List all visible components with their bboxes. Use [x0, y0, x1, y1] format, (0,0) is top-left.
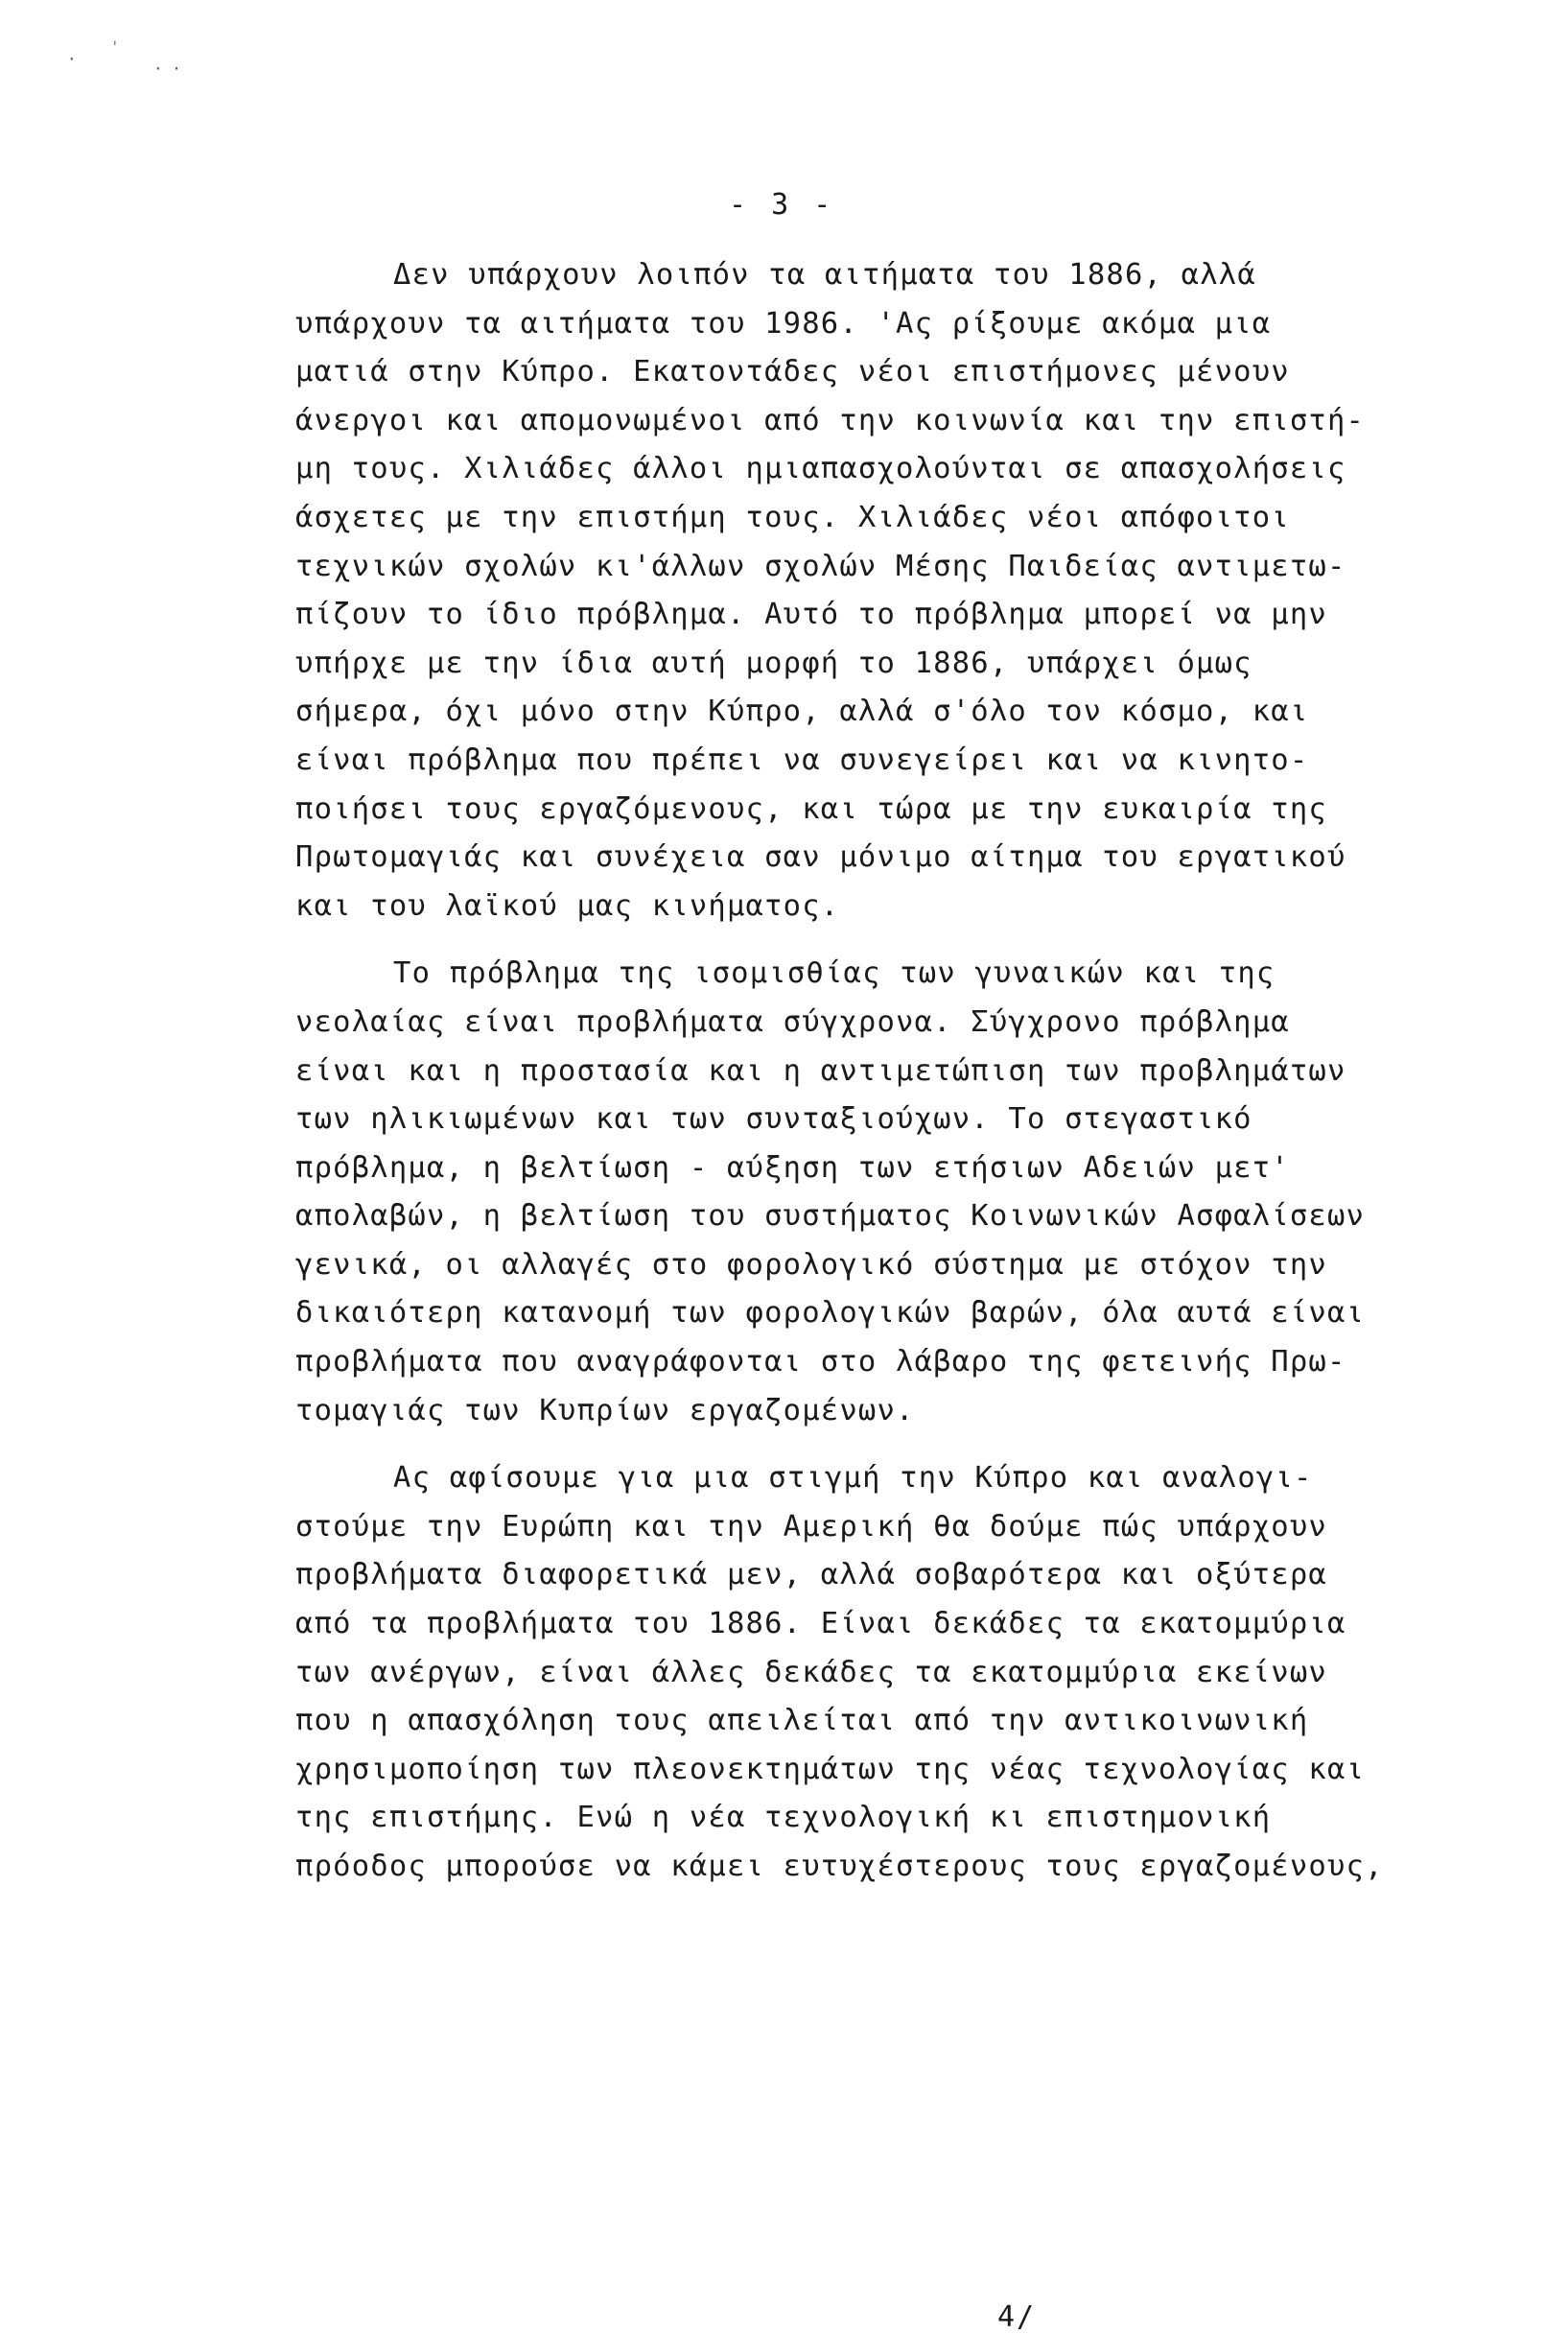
text-line: Πρωτομαγιάς και συνέχεια σαν μόνιμο αίτημα του εργατικού — [295, 840, 1346, 875]
text-line: στούμε την Ευρώπη και την Αμερική θα δούμε πώς υπάρχουν — [295, 1509, 1327, 1544]
scan-speck: · — [67, 50, 77, 68]
text-line: νεολαίας είναι προβλήματα σύγχρονα. Σύγχρονο πρόβλημα — [295, 1004, 1290, 1039]
paragraph-gap — [295, 931, 1379, 950]
text-line: δικαιότερη κατανομή των φορολογικών βαρών, όλα αυτά είναι — [295, 1296, 1366, 1331]
page-number: - 3 - — [729, 188, 835, 222]
text-line: από τα προβλήματα του 1886. Είναι δεκάδες τα εκατομμύρια — [295, 1607, 1346, 1641]
paragraph-gap — [295, 1435, 1379, 1454]
text-line: που η απασχόληση τους απειλείται από την αντικοινωνική — [295, 1704, 1309, 1738]
text-line: Ας αφίσουμε για μια στιγμή την Κύπρο και αναλογι- — [393, 1461, 1313, 1496]
text-line: της επιστήμης. Ενώ η νέα τεχνολογική κι επιστημονική — [295, 1801, 1272, 1835]
scan-speck: · · — [153, 59, 181, 78]
document-body — [295, 251, 1384, 1892]
text-line: υπήρχε με την ίδια αυτή μορφή το 1886, υπάρχει όμως — [295, 646, 1252, 680]
text-line: Το πρόβλημα της ισομισθίας των γυναικών και της — [393, 956, 1275, 991]
text-line: είναι και η προστασία και η αντιμετώπιση των προβλημάτων — [295, 1053, 1346, 1088]
continuation-marker: 4/ — [997, 2300, 1037, 2334]
text-line: ματιά στην Κύπρο. Εκατοντάδες νέοι επιστήμονες μένουν — [295, 355, 1290, 389]
text-line: υπάρχουν τα αιτήματα του 1986. 'Ας ρίξουμε ακόμα μια — [295, 306, 1272, 341]
text-line: πρόβλημα, η βελτίωση - αύξηση των ετήσιων Αδειών μετ' — [295, 1150, 1290, 1185]
text-line: είναι πρόβλημα που πρέπει να συνεγείρει και να κινητο- — [295, 743, 1309, 777]
paragraph — [295, 1454, 1384, 1891]
text-line: προβλήματα που αναγράφονται στο λάβαρο της φετεινής Πρω- — [295, 1345, 1346, 1379]
scan-speck: ˈ — [110, 38, 120, 57]
text-line: χρησιμοποίηση των πλεονεκτημάτων της νέας τεχνολογίας και — [295, 1752, 1366, 1786]
text-line: απολαβών, η βελτίωση του συστήματος Κοινωνικών Ασφαλίσεων — [295, 1199, 1366, 1234]
paragraph — [295, 950, 1379, 1435]
paragraph — [295, 251, 1379, 931]
text-line: τομαγιάς των Κυπρίων εργαζομένων. — [295, 1393, 915, 1427]
text-line: των ηλικιωμένων και των συνταξιούχων. Το στεγαστικό — [295, 1102, 1252, 1137]
text-line: πίζουν το ίδιο πρόβλημα. Αυτό το πρόβλημα μπορεί να μην — [295, 598, 1327, 632]
text-line: άνεργοι και απομονωμένοι από την κοινωνία και την επιστή- — [295, 403, 1366, 437]
text-line: των ανέργων, είναι άλλες δεκάδες τα εκατομμύρια εκείνων — [295, 1655, 1327, 1689]
text-line: σήμερα, όχι μόνο στην Κύπρο, αλλά σ'όλο τον κόσμο, και — [295, 695, 1309, 729]
text-line: Δεν υπάρχουν λοιπόν τα αιτήματα του 1886, αλλά — [393, 258, 1256, 292]
text-line: μη τους. Χιλιάδες άλλοι ημιαπασχολούνται σε απασχολήσεις — [295, 452, 1346, 486]
text-line: πρόοδος μπορούσε να κάμει ευτυχέστερους τους εργαζομένους, — [295, 1850, 1384, 1883]
text-line: ποιήσει τους εργαζόμενους, και τώρα με την ευκαιρία της — [295, 791, 1327, 826]
text-line: άσχετες με την επιστήμη τους. Χιλιάδες νέοι απόφοιτοι — [295, 500, 1290, 534]
text-line: τεχνικών σχολών κι'άλλων σχολών Μέσης Παιδείας αντιμετω- — [295, 549, 1346, 583]
text-line: προβλήματα διαφορετικά μεν, αλλά σοβαρότερα και οξύτερα — [295, 1558, 1327, 1592]
text-line: γενικά, οι αλλαγές στο φορολογικό σύστημα με στόχον την — [295, 1247, 1327, 1282]
text-line: και του λαϊκού μας κινήματος. — [295, 888, 840, 923]
